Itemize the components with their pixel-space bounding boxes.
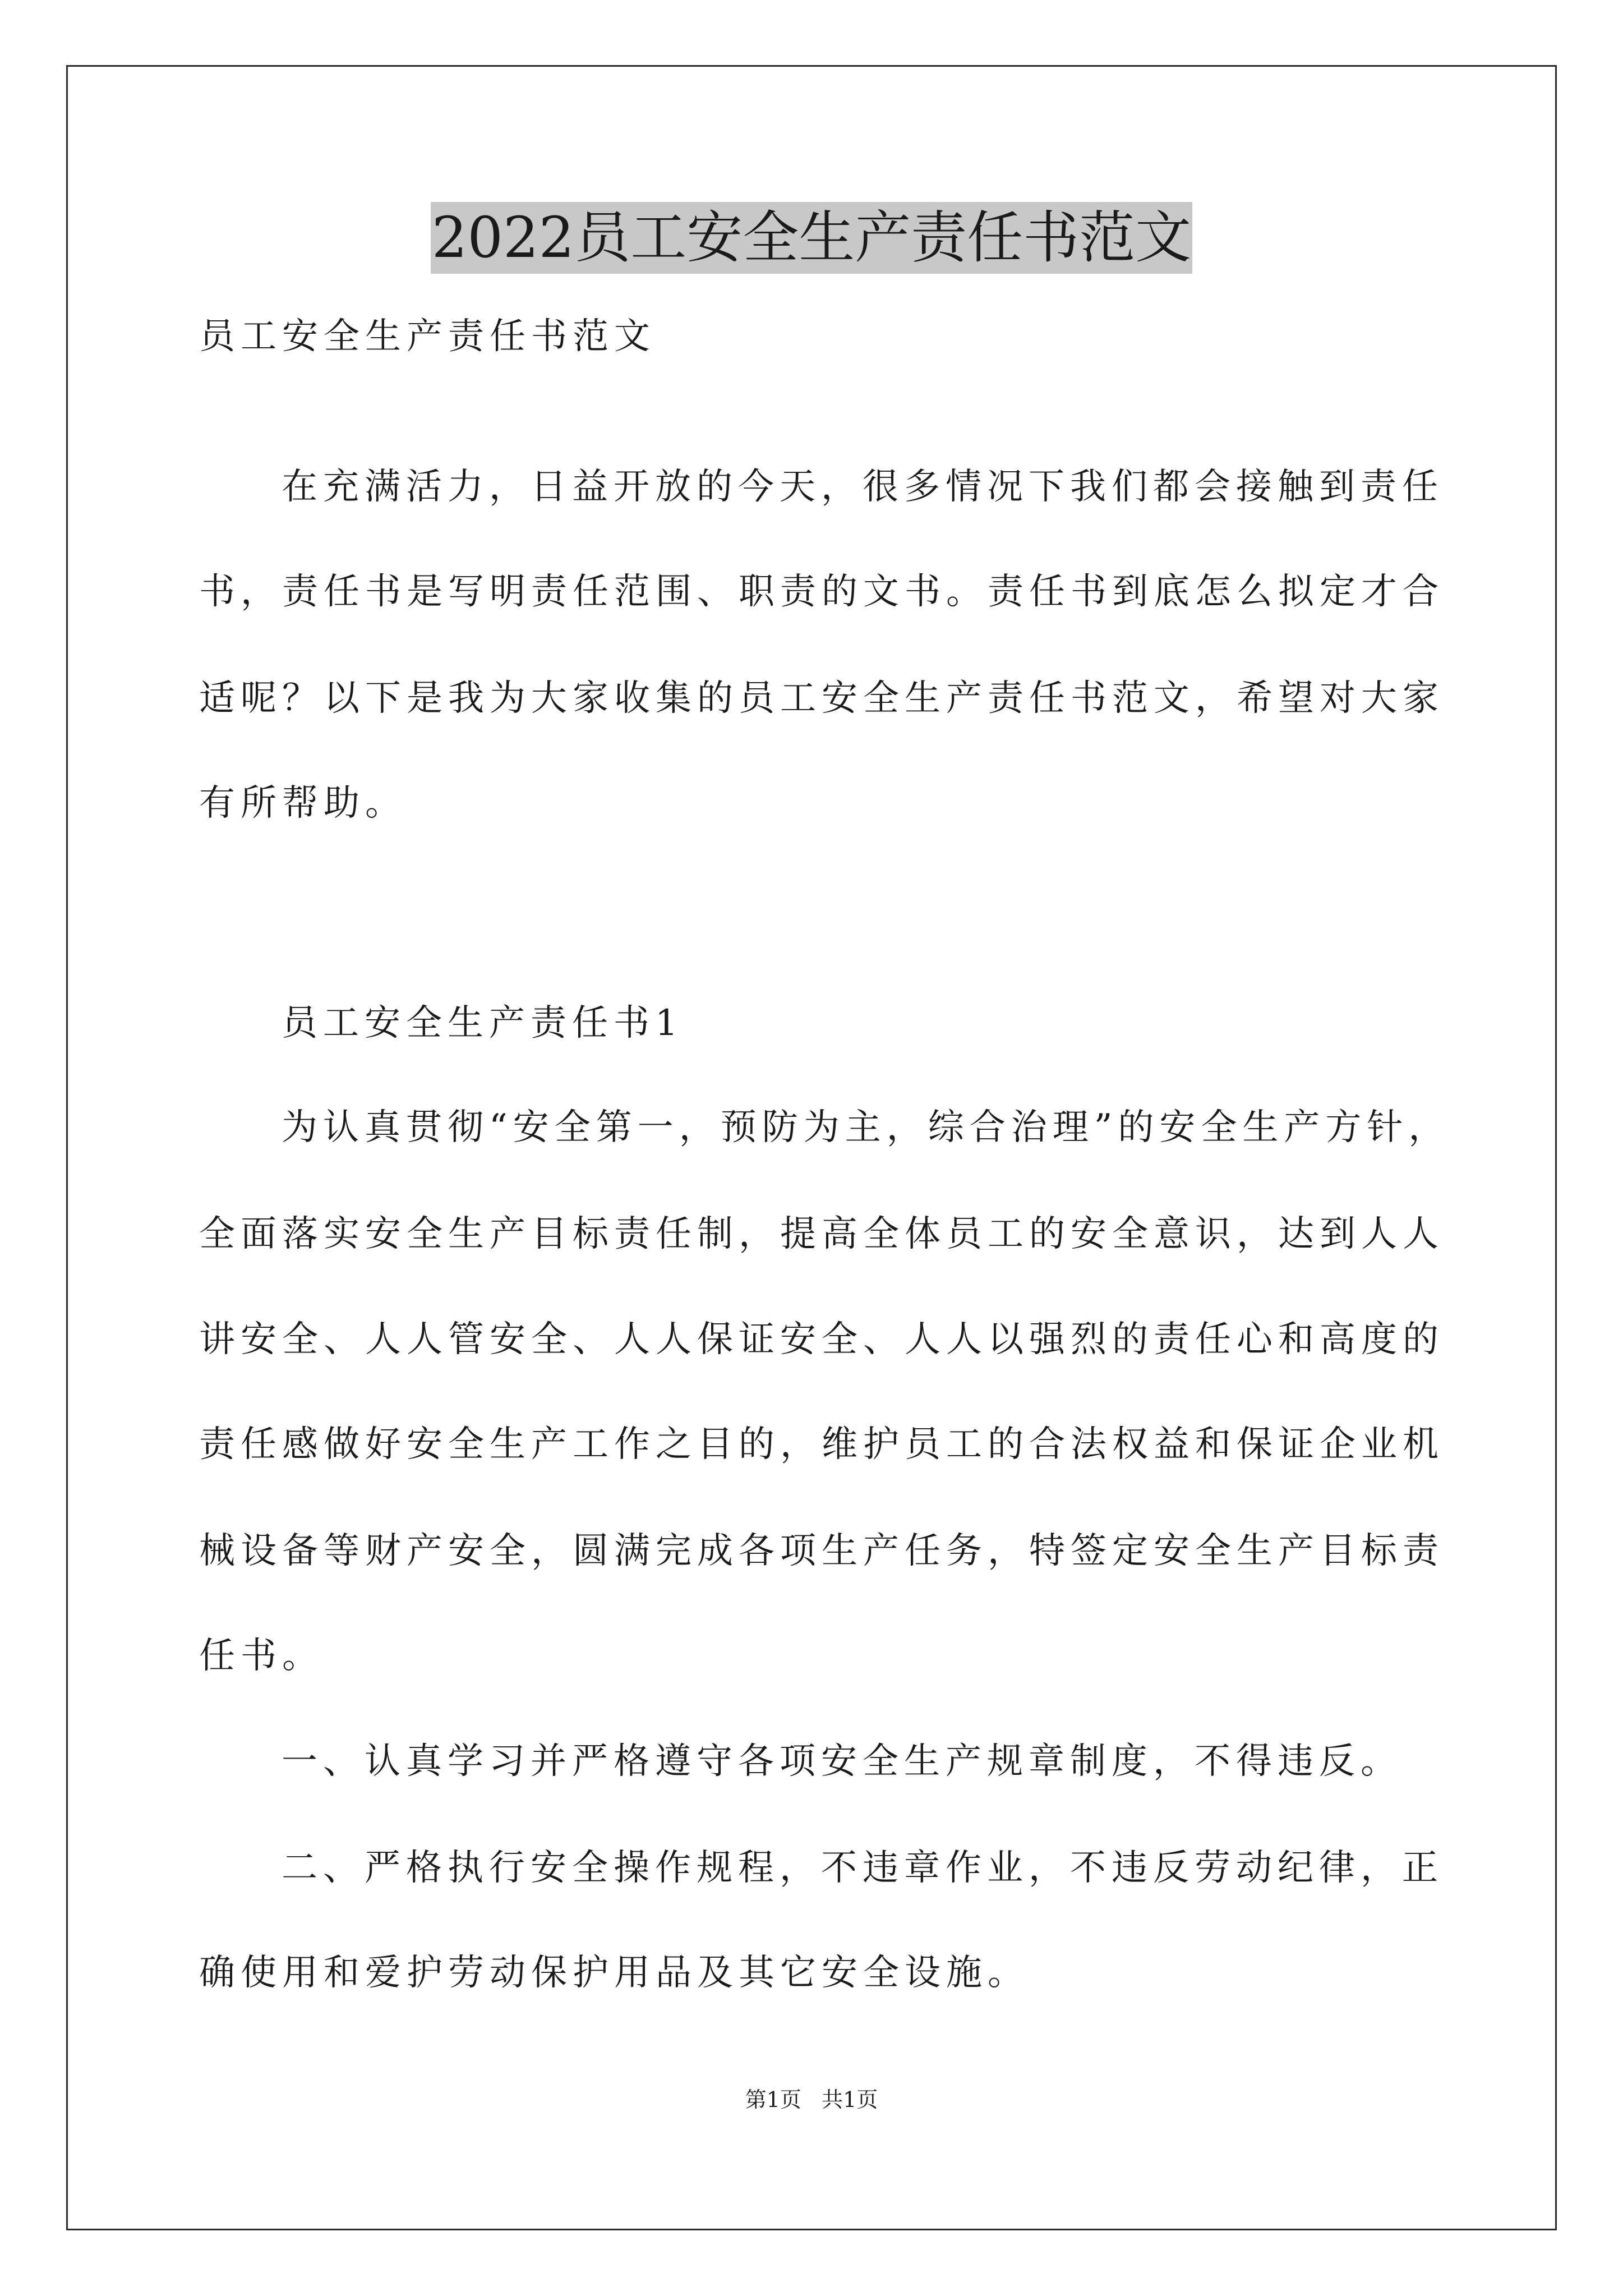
body-line: 械设备等财产安全，圆满完成各项生产任务，特签定安全生产目标责 [199,1530,1444,1572]
document-title-text: 2022员工安全生产责任书范文 [431,202,1193,274]
body-line: 全面落实安全生产目标责任制，提高全体员工的安全意识，达到人人 [199,1213,1444,1255]
list-item-2-line: 确使用和爱护劳动保护用品及其它安全设施。 [199,1952,1029,1994]
page-footer: 第1页 共1页 [745,2087,878,2112]
section-heading: 员工安全生产责任书1 [282,1002,684,1044]
intro-line: 适呢？以下是我为大家收集的员工安全生产责任书范文，希望对大家 [199,678,1444,719]
intro-line: 在充满活力，日益开放的今天，很多情况下我们都会接触到责任 [282,466,1444,508]
body-line: 为认真贯彻“安全第一，预防为主，综合治理”的安全生产方针， [282,1107,1450,1148]
body-line: 讲安全、人人管安全、人人保证安全、人人以强烈的责任心和高度的 [199,1319,1444,1360]
list-item-2-line: 二、严格执行安全操作规程，不违章作业，不违反劳动纪律，正 [282,1847,1444,1889]
intro-line: 书，责任书是写明责任范围、职责的文书。责任书到底怎么拟定才合 [199,571,1444,613]
document-subtitle: 员工安全生产责任书范文 [199,316,656,357]
document-title [0,202,1623,274]
body-line: 任书。 [199,1635,324,1677]
intro-line: 有所帮助。 [199,783,407,824]
body-line: 责任感做好安全生产工作之目的，维护员工的合法权益和保证企业机 [199,1424,1444,1465]
list-item-1: 一、认真学习并严格遵守各项安全生产规章制度，不得违反。 [282,1741,1402,1782]
